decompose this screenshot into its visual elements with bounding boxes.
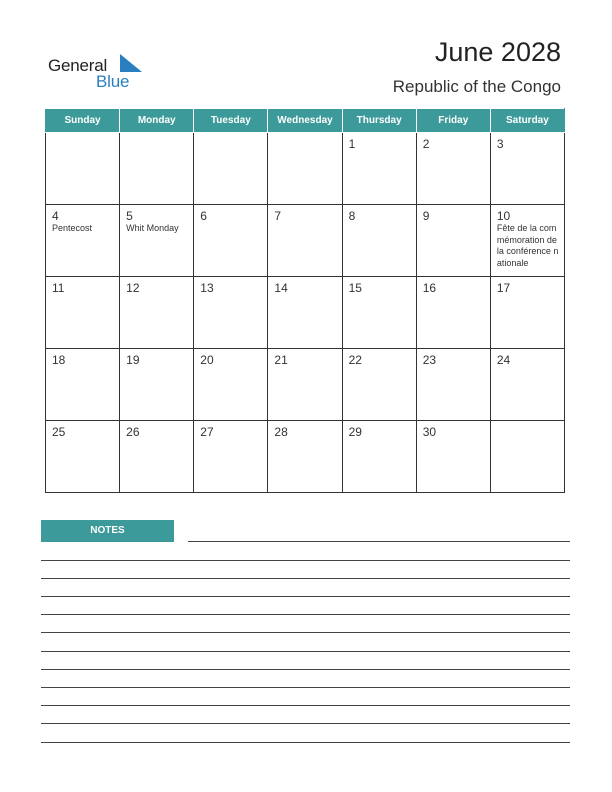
calendar-week-row	[46, 421, 565, 493]
calendar-day-cell	[268, 349, 342, 421]
calendar-body	[46, 133, 565, 493]
page-title: June 2028	[434, 37, 561, 67]
calendar-day-cell	[194, 205, 268, 277]
weekday-friday: Friday	[416, 109, 490, 133]
note-line	[41, 596, 570, 597]
day-number: 8	[348, 209, 356, 223]
day-number: 2	[422, 137, 430, 151]
calendar-grid	[45, 108, 565, 493]
day-number: 13	[200, 281, 214, 295]
weekday-thursday: Thursday	[342, 109, 416, 133]
note-line	[188, 541, 570, 542]
day-number: 6	[200, 209, 207, 223]
calendar-day-cell	[46, 277, 120, 349]
calendar-day-cell	[416, 277, 490, 349]
logo-blue-text: Blue	[96, 72, 130, 91]
day-number: 25	[52, 425, 66, 439]
day-number: 7	[274, 209, 282, 223]
calendar-day-cell	[120, 133, 194, 205]
calendar-day-cell	[490, 205, 564, 277]
calendar-week-row	[46, 277, 565, 349]
calendar-day-cell	[490, 421, 564, 493]
day-number: 10	[496, 209, 511, 223]
holiday-label: Fête de la commémoration de la conférence nationale	[496, 223, 559, 268]
note-line	[41, 742, 570, 743]
calendar-day-cell	[194, 349, 268, 421]
day-number: 22	[348, 353, 362, 367]
day-number: 14	[274, 281, 288, 295]
note-line	[41, 669, 570, 670]
note-line	[41, 723, 570, 724]
day-number: 16	[422, 281, 437, 295]
day-number: 15	[348, 281, 362, 295]
day-number: 1	[348, 137, 356, 151]
holiday-label: Pentecost	[52, 223, 93, 233]
day-number: 12	[126, 281, 140, 295]
weekday-header-row	[46, 109, 565, 133]
weekday-saturday: Saturday	[490, 109, 564, 133]
note-line	[41, 560, 570, 561]
day-number: 17	[496, 281, 511, 295]
calendar-day-cell	[194, 277, 268, 349]
note-line	[41, 651, 570, 652]
calendar-day-cell	[416, 133, 490, 205]
calendar-day-cell	[46, 133, 120, 205]
calendar-day-cell	[416, 205, 490, 277]
calendar-week-row	[46, 205, 565, 277]
calendar-day-cell	[120, 205, 194, 277]
weekday-monday: Monday	[120, 109, 194, 133]
logo-general-text: General	[48, 56, 108, 75]
weekday-tuesday: Tuesday	[194, 109, 268, 133]
calendar-day-cell	[120, 349, 194, 421]
day-number: 11	[52, 281, 65, 295]
calendar-day-cell	[194, 133, 268, 205]
day-number: 29	[348, 425, 362, 439]
note-line	[41, 687, 570, 688]
calendar-day-cell	[268, 205, 342, 277]
day-number: 18	[52, 353, 66, 367]
notes-label: NOTES	[41, 520, 174, 542]
calendar-day-cell	[120, 277, 194, 349]
note-line	[41, 632, 570, 633]
day-number: 21	[274, 353, 288, 367]
weekday-wednesday: Wednesday	[268, 109, 342, 133]
brand-logo	[48, 52, 158, 92]
calendar-day-cell	[120, 421, 194, 493]
calendar-day-cell	[490, 277, 564, 349]
day-number: 4	[52, 209, 59, 223]
day-number: 26	[126, 425, 140, 439]
calendar-day-cell	[46, 349, 120, 421]
calendar-day-cell	[490, 349, 564, 421]
day-number: 24	[496, 353, 511, 367]
calendar-day-cell	[416, 349, 490, 421]
calendar-day-cell	[342, 133, 416, 205]
calendar-day-cell	[268, 277, 342, 349]
note-line	[41, 614, 570, 615]
calendar-day-cell	[268, 421, 342, 493]
note-line	[41, 705, 570, 706]
calendar-day-cell	[490, 133, 564, 205]
logo-triangle-icon	[120, 54, 142, 72]
calendar-day-cell	[342, 277, 416, 349]
holiday-label: Whit Monday	[126, 223, 179, 233]
calendar-day-cell	[46, 421, 120, 493]
day-number: 27	[200, 425, 214, 439]
day-number: 19	[126, 353, 140, 367]
calendar-week-row	[46, 349, 565, 421]
day-number: 30	[422, 425, 437, 439]
day-number: 9	[422, 209, 430, 223]
calendar-day-cell	[268, 133, 342, 205]
page-subtitle: Republic of the Congo	[392, 77, 561, 96]
weekday-sunday: Sunday	[46, 109, 120, 133]
calendar-day-cell	[416, 421, 490, 493]
calendar-day-cell	[342, 205, 416, 277]
note-line	[41, 578, 570, 579]
calendar-week-row	[46, 133, 565, 205]
day-number: 20	[200, 353, 214, 367]
day-number: 3	[496, 137, 504, 151]
calendar-day-cell	[342, 421, 416, 493]
day-number: 28	[274, 425, 288, 439]
day-number: 23	[422, 353, 437, 367]
calendar-day-cell	[194, 421, 268, 493]
day-number: 5	[126, 209, 133, 223]
calendar-day-cell	[342, 349, 416, 421]
calendar-day-cell	[46, 205, 120, 277]
